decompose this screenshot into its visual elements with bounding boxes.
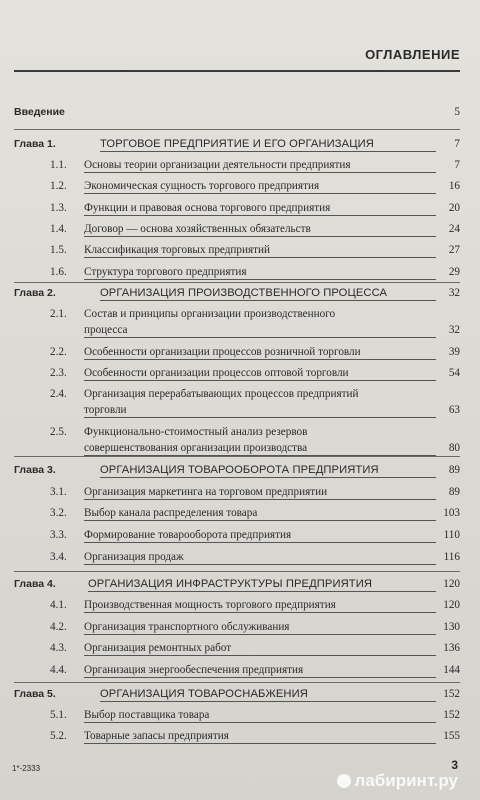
chapter-label: Глава 2. — [14, 287, 56, 299]
section-page: 80 — [448, 442, 460, 454]
section-page: 7 — [454, 159, 460, 171]
toc-section — [14, 367, 460, 381]
chapter-title: ОРГАНИЗАЦИЯ ИНФРАСТРУКТУРЫ ПРЕДПРИЯТИЯ — [88, 578, 436, 592]
toc-chapter — [14, 464, 460, 478]
print-code: 1*-2333 — [12, 764, 41, 773]
section-title: Организация транспортного обслуживания — [84, 621, 436, 635]
section-title-continued: процесса — [84, 324, 436, 338]
chapter-title: ТОРГОВОЕ ПРЕДПРИЯТИЕ И ЕГО ОРГАНИЗАЦИЯ — [100, 138, 436, 152]
section-title: Экономическая сущность торгового предприятия — [84, 180, 436, 194]
toc-section — [14, 599, 460, 613]
toc-chapter — [14, 578, 460, 592]
section-title: Организация перерабатывающих процессов предприятий — [84, 388, 359, 400]
chapter-title: ОРГАНИЗАЦИЯ ТОВАРОСНАБЖЕНИЯ — [100, 688, 436, 702]
section-page: 54 — [448, 367, 460, 379]
section-title: Структура торгового предприятия — [84, 266, 436, 280]
section-page: 27 — [448, 244, 460, 256]
chapter-page: 7 — [454, 138, 460, 150]
section-number: 3.1. — [50, 486, 67, 498]
divider — [14, 282, 460, 283]
toc-section — [14, 507, 460, 521]
intro-label: Введение — [14, 106, 65, 118]
watermark — [337, 771, 458, 791]
section-page: 24 — [448, 223, 460, 235]
section-page: 20 — [448, 202, 460, 214]
section-title: Функционально-стоимостный анализ резервов — [84, 426, 308, 438]
section-page: 152 — [443, 709, 460, 721]
section-title: Состав и принципы организации производственного — [84, 308, 336, 320]
chapter-label: Глава 1. — [14, 138, 56, 150]
toc-chapter — [14, 138, 460, 152]
section-title: Товарные запасы предприятия — [84, 730, 436, 744]
section-title: Производственная мощность торгового предприятия — [84, 599, 436, 613]
chapter-label: Глава 3. — [14, 464, 56, 476]
toc-section — [14, 664, 460, 678]
section-page: 32 — [448, 324, 460, 336]
toc-section — [14, 223, 460, 237]
chapter-page: 89 — [448, 464, 460, 476]
section-title: Выбор канала распределения товара — [84, 507, 436, 521]
chapter-title: ОРГАНИЗАЦИЯ ПРОИЗВОДСТВЕННОГО ПРОЦЕССА — [100, 287, 436, 301]
section-number: 2.2. — [50, 346, 67, 358]
toc-section — [14, 159, 460, 173]
toc-section — [14, 529, 460, 543]
section-page: 103 — [443, 507, 460, 519]
toc-section — [14, 730, 460, 744]
toc-section — [14, 551, 460, 565]
section-page: 29 — [448, 266, 460, 278]
toc-section — [14, 621, 460, 635]
section-page: 155 — [443, 730, 460, 742]
section-number: 2.1. — [50, 308, 67, 320]
section-page: 16 — [448, 180, 460, 192]
section-number: 3.2. — [50, 507, 67, 519]
section-title: Классификация торговых предприятий — [84, 244, 436, 258]
section-number: 4.3. — [50, 642, 67, 654]
section-number: 2.3. — [50, 367, 67, 379]
toc-section — [14, 486, 460, 500]
section-number: 4.1. — [50, 599, 67, 611]
section-title: Организация энергообеспечения предприятия — [84, 664, 436, 678]
toc-section — [14, 426, 460, 456]
section-number: 3.4. — [50, 551, 67, 563]
toc-intro — [14, 106, 460, 120]
toc-section — [14, 266, 460, 280]
toc-section — [14, 346, 460, 360]
section-title: Особенности организации процессов розничной торговли — [84, 346, 436, 360]
toc-chapter — [14, 287, 460, 301]
chapter-page: 152 — [443, 688, 460, 700]
chapter-page: 32 — [448, 287, 460, 299]
section-page: 144 — [443, 664, 460, 676]
section-number: 3.3. — [50, 529, 67, 541]
section-page: 39 — [448, 346, 460, 358]
section-number: 1.2. — [50, 180, 67, 192]
section-number: 2.5. — [50, 426, 67, 438]
divider — [14, 682, 460, 683]
page-number: 3 — [451, 758, 458, 772]
section-number: 1.5. — [50, 244, 67, 256]
toc-section — [14, 244, 460, 258]
section-page: 89 — [448, 486, 460, 498]
section-title: Организация ремонтных работ — [84, 642, 436, 656]
section-title-continued: совершенствования организации производства — [84, 442, 436, 456]
section-number: 1.6. — [50, 266, 67, 278]
section-number: 5.1. — [50, 709, 67, 721]
intro-page: 5 — [454, 106, 460, 118]
section-title: Основы теории организации деятельности предприятия — [84, 159, 436, 173]
toc-section — [14, 202, 460, 216]
section-page: 110 — [443, 529, 460, 541]
labirint-logo-icon — [337, 774, 351, 788]
chapter-page: 120 — [443, 578, 460, 590]
section-title-continued: торговли — [84, 404, 436, 418]
toc-section — [14, 388, 460, 418]
section-title: Организация маркетинга на торговом предприятии — [84, 486, 436, 500]
chapter-label: Глава 5. — [14, 688, 56, 700]
section-number: 1.3. — [50, 202, 67, 214]
section-page: 116 — [443, 551, 460, 563]
section-number: 4.2. — [50, 621, 67, 633]
section-title: Функции и правовая основа торгового предприятия — [84, 202, 436, 216]
section-number: 4.4. — [50, 664, 67, 676]
toc-section — [14, 180, 460, 194]
page-title: ОГЛАВЛЕНИЕ — [365, 47, 460, 62]
chapter-label: Глава 4. — [14, 578, 56, 590]
section-number: 5.2. — [50, 730, 67, 742]
toc-section — [14, 642, 460, 656]
section-title: Выбор поставщика товара — [84, 709, 436, 723]
section-title: Договор — основа хозяйственных обязательств — [84, 223, 436, 237]
section-number: 1.1. — [50, 159, 67, 171]
divider — [14, 571, 460, 572]
section-number: 1.4. — [50, 223, 67, 235]
section-title: Организация продаж — [84, 551, 436, 565]
section-title: Особенности организации процессов оптовой торговли — [84, 367, 436, 381]
section-number: 2.4. — [50, 388, 67, 400]
toc-section — [14, 709, 460, 723]
section-page: 136 — [443, 642, 460, 654]
watermark-text: лабиринт.ру — [354, 771, 458, 790]
toc-section — [14, 308, 460, 338]
section-page: 120 — [443, 599, 460, 611]
section-page: 63 — [448, 404, 460, 416]
divider — [14, 129, 460, 130]
page-header — [14, 46, 460, 72]
section-page: 130 — [443, 621, 460, 633]
divider — [14, 456, 460, 457]
section-title: Формирование товарооборота предприятия — [84, 529, 436, 543]
chapter-title: ОРГАНИЗАЦИЯ ТОВАРООБОРОТА ПРЕДПРИЯТИЯ — [100, 464, 436, 478]
toc-chapter — [14, 688, 460, 702]
